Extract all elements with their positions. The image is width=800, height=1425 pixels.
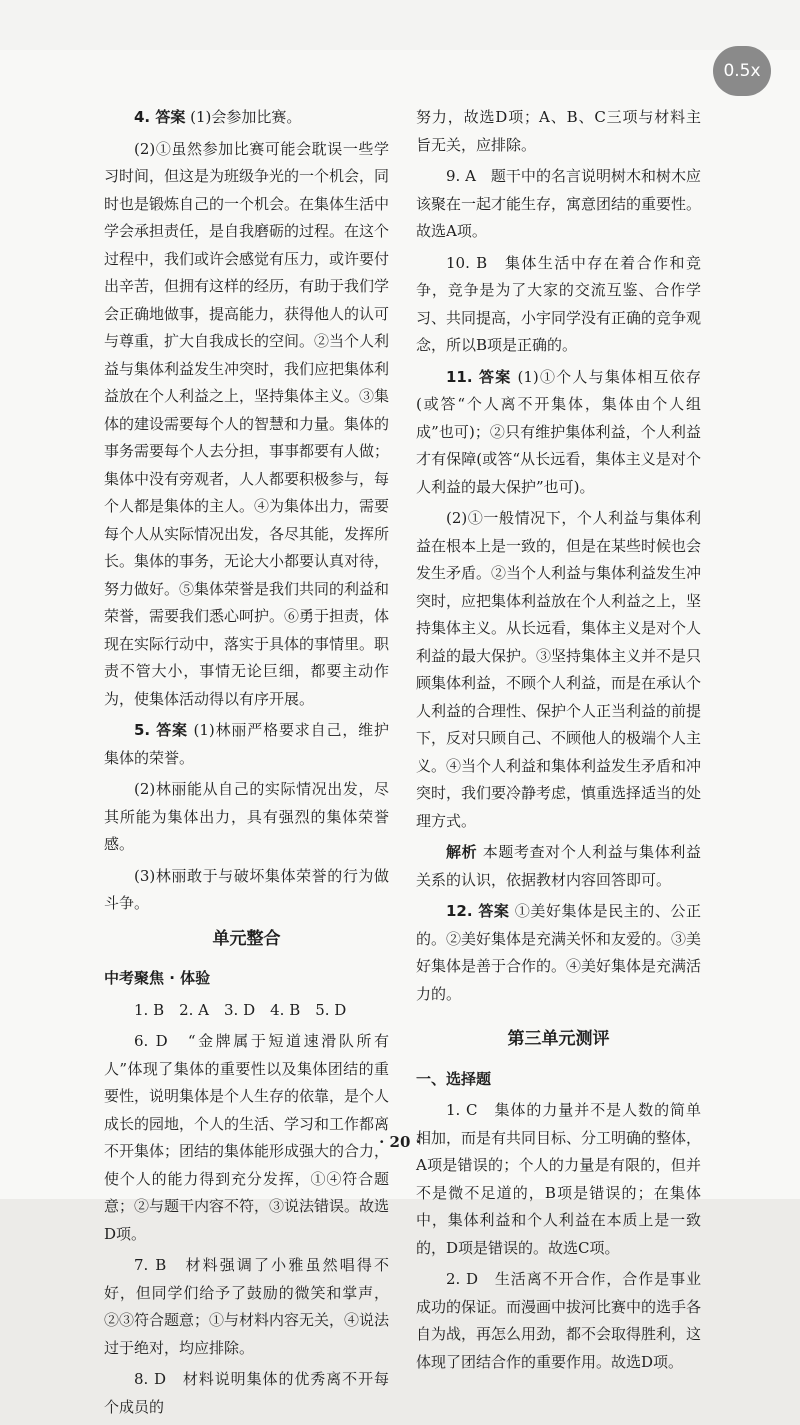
q11-answer-2: (2)①一般情况下，个人利益与集体利益在根本上是一致的，但是在某些时候也会发生矛盾。②当个人利益与集体利益发生冲突时，应把集体利益放在个人利益之上，坚持集体主义。从长远看，集体主义是对个人利益的最大保护。③坚持集体主义并不是只顾集体利益，不顾个人利益，而是在承认个人利益的合理性、保护个人正当利益的前提下，反对只顾自己、不顾他人的极端个人主义。④当个人利益和集体利益发生矛盾和冲突时，我们要冷静考虑，慎重选择适当的处理方式。	[416, 509, 702, 830]
q5-answer-1: 5. 答案 (1)林丽严格要求自己，维护集体的荣誉。	[104, 721, 389, 767]
page-number: · 20 ·	[379, 1133, 421, 1151]
q11-answer-1: 11. 答案 (1)①个人与集体相互依存(或答“个人离不开集体，集体由个人组成”也可)；②只有维护集体利益，个人利益才有保障(或答“从长远看，集体主义是对个人利益的最大保护”也可)。	[416, 367, 701, 496]
right-column	[416, 104, 701, 1380]
q5-answer-2: (2)林丽能从自己的实际情况出发，尽其所能为集体出力，具有强烈的集体荣誉感。	[104, 780, 389, 853]
playback-speed-button[interactable]: 0.5x	[713, 46, 771, 96]
q6-explanation: 6. D “金牌属于短道速滑队所有人”体现了集体的重要性以及集体团结的重要性，说明集体是个人生存的依靠，是个人成长的园地，个人的生活、学习和工作都离不开集体；团结的集体能形成强大的合力，使个人的能力得到充分发挥，①④符合题意；②与题干内容不符，③说法错误。故选D项。	[104, 1032, 390, 1243]
t2-explanation: 2. D 生活离不开合作，合作是事业成功的保证。而漫画中拔河比赛中的选手各自为战，再怎么用劲，都不会取得胜利，这体现了团结合作的重要作用。故选D项。	[416, 1270, 702, 1371]
section-title-unit3-test: 第三单元测评	[507, 1029, 610, 1049]
q8-explanation-cont: 努力，故选D项；A、B、C三项与材料主旨无关，应排除。	[416, 108, 701, 154]
q4-answer-2: (2)①虽然参加比赛可能会耽误一些学习时间，但这是为班级争光的一个机会，同时也是锻炼自己的一个机会。在集体生活中学会承担责任，是自我磨砺的过程。在这个过程中，我们或许会感觉有压力，或许要付出辛苦，但拥有这样的经历，有助于我们学会正确地做事，提高能力，获得他人的认可与尊重，扩大自我成长的空间。②当个人利益与集体利益发生冲突时，我们应把集体利益放在个人利益之上，坚持集体主义。③集体的建设需要每个人的智慧和力量。集体的事务需要每个人去分担，事事都要有人做；集体中没有旁观者，人人都要积极参与，每个人都是集体的主人。④为集体出力，需要每个人从实际情况出发，各尽其能，发挥所长。集体的事务，无论大小都要认真对待，努力做好。⑤集体荣誉是我们共同的利益和荣誉，需要我们悉心呵护。⑥勇于担责，体现在实际行动中，落实于具体的事情里。职责不管大小，事情无论巨细，都要主动作为，使集体活动得以有序开展。	[104, 139, 390, 708]
viewer-top-bar	[0, 0, 800, 50]
t1-explanation: 1. C 集体的力量并不是人数的简单相加，而是有共同目标、分工明确的整体，A项是错误的；个人的力量是有限的，但并不是微不足道的，B项是错误的；在集体中，集体利益和个人利益在本质上是一致的，D项是错误的。故选C项。	[416, 1101, 702, 1257]
choice-answers-line: 1. B 2. A 3. D 4. B 5. D	[134, 1000, 347, 1019]
q9-explanation: 9. A 题干中的名言说明树木和树木应该聚在一起才能生存，寓意团结的重要性。故选A项。	[416, 167, 702, 240]
q4-answer-1: 4. 答案 (1)会参加比赛。	[134, 108, 302, 126]
left-column	[104, 104, 389, 1425]
q5-answer-3: (3)林丽敢于与破坏集体荣誉的行为做斗争。	[104, 866, 389, 912]
subhead-exam-focus: 中考聚焦 · 体验	[104, 969, 211, 987]
subhead-choice-questions: 一、选择题	[416, 1069, 492, 1088]
q11-analysis: 解析 本题考查对个人利益与集体利益关系的认识，依据教材内容回答即可。	[416, 843, 701, 889]
section-title-unit-integration: 单元整合	[212, 928, 281, 949]
q8-explanation: 8. D 材料说明集体的优秀离不开每个成员的	[104, 1370, 389, 1416]
q7-explanation: 7. B 材料强调了小雅虽然唱得不好，但同学们给予了鼓励的微笑和掌声，②③符合题意；①与材料内容无关，④说法过于绝对，均应排除。	[104, 1256, 390, 1357]
q12-answer: 12. 答案 ①美好集体是民主的、公正的。②美好集体是充满关怀和友爱的。③美好集体是善于合作的。④美好集体是充满活力的。	[416, 902, 702, 1003]
q10-explanation: 10. B 集体生活中存在着合作和竞争，竞争是为了大家的交流互鉴、合作学习、共同提高，小宇同学没有正确的竞争观念，所以B项是正确的。	[416, 253, 702, 354]
